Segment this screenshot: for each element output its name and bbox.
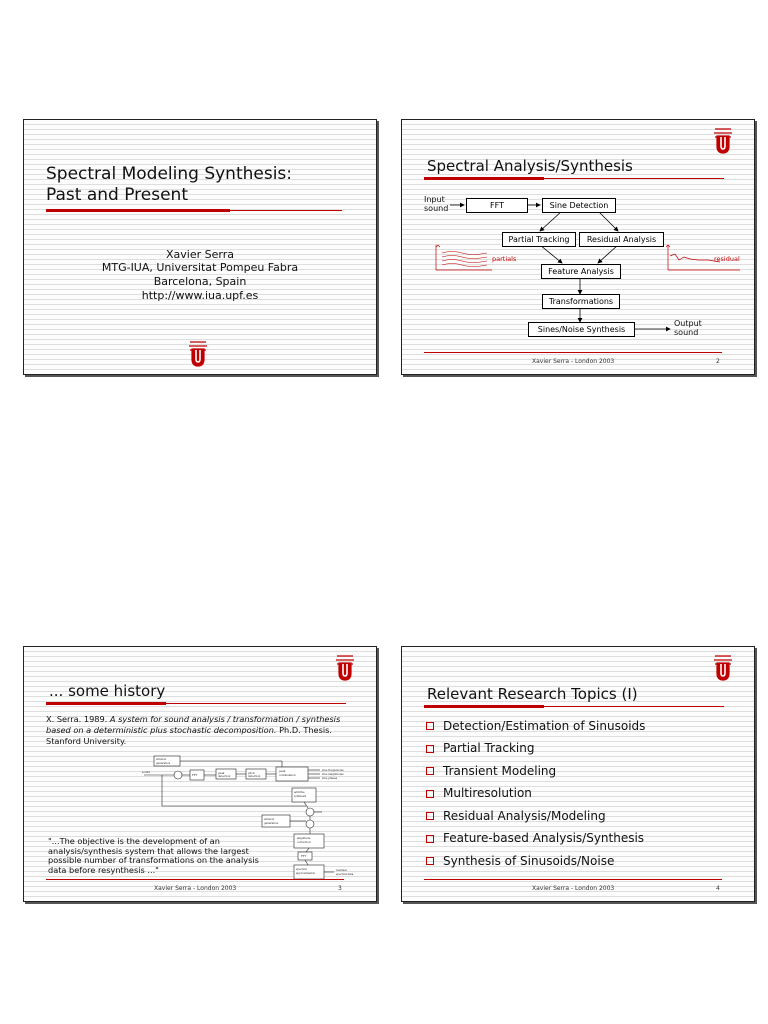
svg-text:residual: residual (336, 869, 347, 872)
svg-text:generation: generation (264, 822, 279, 825)
slide-2 (401, 119, 755, 375)
list-item (426, 828, 645, 851)
reference-title: A system for sound analysis / transformation / synthesis based on a deterministic plus stochastic decomposition. (46, 714, 341, 735)
list-item (426, 805, 645, 828)
svg-text:detection: detection (218, 775, 231, 778)
fft-box: FFT (466, 198, 528, 213)
svg-text:sine phases: sine phases (322, 777, 338, 780)
page-number: 3 (338, 885, 342, 892)
footer-text: Xavier Serra - London 2003 (532, 885, 615, 892)
transformations-box: Transformations (542, 294, 620, 309)
title-underline-thin (544, 706, 724, 707)
svg-text:additive: additive (294, 791, 305, 794)
synthesis-box: Sines/Noise Synthesis (528, 322, 635, 337)
residual-label: residual (714, 255, 740, 263)
bullet-square-icon (426, 812, 434, 820)
list-item-label: Partial Tracking (443, 741, 535, 756)
svg-text:sine magnitudes: sine magnitudes (322, 773, 344, 776)
university-logo (334, 653, 356, 683)
list-item-label: Transient Modeling (443, 763, 557, 778)
svg-text:window: window (156, 758, 167, 761)
svg-text:generation: generation (156, 762, 171, 765)
title-line-1: Spectral Modeling Synthesis: (46, 164, 293, 184)
input-label-line-1: Input (424, 195, 445, 204)
list-item (426, 738, 645, 761)
list-item (426, 783, 645, 806)
svg-text:approximation: approximation (296, 872, 316, 875)
partial-tracking-box: Partial Tracking (502, 232, 576, 247)
list-item-label: Multiresolution (443, 786, 532, 801)
svg-text:window: window (264, 818, 275, 821)
list-item (426, 760, 645, 783)
reference-source: Ph.D. Thesis. Stanford University. (46, 725, 332, 746)
svg-text:FFT: FFT (192, 774, 198, 777)
svg-text:detection: detection (248, 775, 261, 778)
svg-text:peak: peak (279, 770, 286, 773)
title-underline-thin (230, 210, 342, 211)
title-underline-thick (46, 209, 230, 212)
university-logo (712, 653, 734, 683)
title-underline-thick (46, 702, 166, 705)
partials-plot-icon (436, 245, 492, 270)
svg-text:FFT: FFT (301, 855, 307, 858)
university-logo (187, 339, 209, 369)
svg-text:sine frequencies: sine frequencies (322, 769, 344, 772)
list-item-label: Detection/Estimation of Sinusoids (443, 718, 646, 733)
svg-text:sound: sound (142, 771, 150, 774)
bullet-square-icon (426, 857, 434, 865)
slide-2-title: Spectral Analysis/Synthesis (427, 157, 633, 175)
residual-analysis-box: Residual Analysis (579, 232, 664, 247)
location: Barcelona, Spain (153, 275, 247, 288)
slide-4-title: Relevant Research Topics (I) (427, 685, 638, 703)
svg-text:synthesis: synthesis (294, 795, 307, 798)
footer-line (424, 352, 722, 353)
bullet-square-icon (426, 835, 434, 843)
slide-3-title: ... some history (49, 682, 166, 700)
partials-label: partials (492, 255, 517, 263)
input-sound-label (424, 195, 448, 213)
reference-text (46, 714, 356, 747)
page-number: 4 (716, 885, 720, 892)
input-label-line-2: sound (424, 204, 449, 213)
slide-3 (23, 646, 377, 902)
svg-text:amplitude: amplitude (297, 837, 311, 840)
sine-detection-box: Sine Detection (542, 198, 616, 213)
bullet-square-icon (426, 722, 434, 730)
bullet-square-icon (426, 745, 434, 753)
url: http://www.iua.upf.es (141, 289, 259, 302)
list-item-label: Synthesis of Sinusoids/Noise (443, 853, 615, 868)
slide-1 (23, 119, 377, 375)
footer-text: Xavier Serra - London 2003 (532, 358, 615, 365)
footer-line (46, 879, 344, 880)
affiliation: MTG-IUA, Universitat Pompeu Fabra (101, 261, 299, 274)
bullet-square-icon (426, 790, 434, 798)
slide-1-title (46, 164, 292, 206)
title-underline-thin (166, 703, 346, 704)
page-number: 2 (716, 358, 720, 365)
title-line-2: Past and Present (46, 185, 189, 205)
list-item (426, 715, 645, 738)
list-item-label: Residual Analysis/Modeling (443, 808, 606, 823)
title-underline-thick (424, 705, 544, 708)
author: Xavier Serra (166, 248, 234, 261)
output-label-line-1: Output (674, 319, 702, 328)
svg-text:peak: peak (218, 772, 225, 775)
output-sound-label (674, 319, 702, 337)
slide-4 (401, 646, 755, 902)
footer-line (424, 879, 722, 880)
bullet-square-icon (426, 767, 434, 775)
list-item (426, 850, 645, 873)
svg-text:pitch: pitch (248, 772, 255, 775)
reference-author-year: X. Serra. 1989. (46, 714, 110, 724)
list-item-label: Feature-based Analysis/Synthesis (443, 831, 645, 846)
footer-text: Xavier Serra - London 2003 (154, 885, 237, 892)
research-topics-list (426, 715, 645, 873)
output-label-line-2: sound (674, 328, 699, 337)
svg-text:continuation: continuation (279, 774, 296, 777)
svg-text:spectral data: spectral data (336, 873, 354, 876)
quote-text: "...The objective is the development of an analysis/synthesis system that allows the largest possible number of transformations on the analysis data before resynthesis ..." (48, 836, 259, 875)
svg-text:correction: correction (297, 841, 311, 844)
svg-text:spectral: spectral (296, 868, 307, 871)
feature-analysis-box: Feature Analysis (541, 264, 621, 279)
